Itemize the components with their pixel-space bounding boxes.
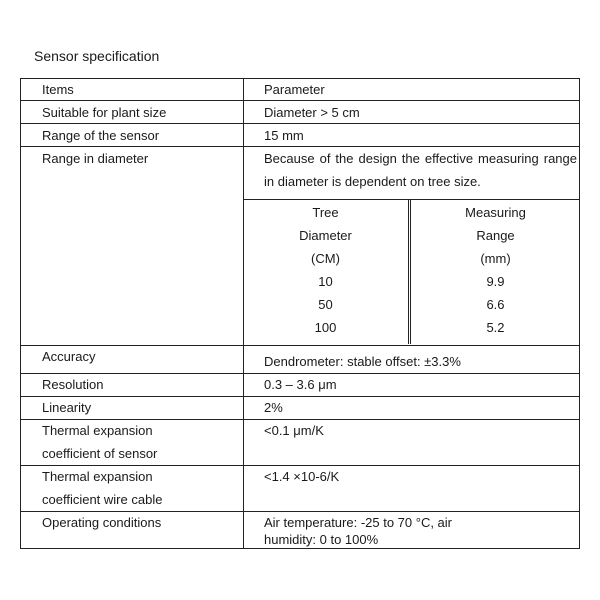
- row-label: Range in diameter: [42, 151, 149, 166]
- row-label: Range of the sensor: [42, 128, 160, 143]
- row-label: Suitable for plant size: [42, 105, 167, 120]
- row-label: Resolution: [42, 377, 104, 392]
- row-value: Dendrometer: stable offset: ±3.3%: [264, 354, 461, 369]
- row-label: Operating conditions: [42, 515, 162, 530]
- row-value: 15 mm: [264, 128, 304, 143]
- subtable-cell: 10: [318, 274, 333, 289]
- measuring-range-column: [411, 201, 580, 339]
- subtable-header: Tree: [312, 205, 339, 220]
- subtable-header: (mm): [480, 251, 511, 266]
- row-label: Thermal expansion: [42, 423, 153, 438]
- row-label: Thermal expansion: [42, 469, 153, 484]
- header-items: Items: [42, 82, 74, 97]
- subtable-cell: 100: [314, 320, 337, 335]
- header-parameter: Parameter: [264, 82, 325, 97]
- row-label: Linearity: [42, 400, 92, 415]
- caption: Sensor specification: [34, 48, 160, 64]
- subtable-header: Diameter: [299, 228, 352, 243]
- row-label: Accuracy: [42, 349, 96, 364]
- subtable-cell: 5.2: [486, 320, 505, 335]
- subtable-header: Range: [476, 228, 515, 243]
- subtable-cell: 50: [318, 297, 333, 312]
- row-value: Because of the design the effective measuring range in diameter is dependent on tree size.: [264, 151, 577, 189]
- row-label: coefficient of sensor: [42, 446, 158, 461]
- subtable-cell: 6.6: [486, 297, 505, 312]
- subtable-cell: 9.9: [486, 274, 505, 289]
- row-value: Air temperature: -25 to 70 °C, air: [264, 515, 452, 530]
- row-value: 2%: [264, 400, 283, 415]
- tree-diameter-column: [243, 201, 408, 339]
- row-value: <0.1 μm/K: [264, 423, 324, 438]
- subtable-header: Measuring: [465, 205, 526, 220]
- row-value: humidity: 0 to 100%: [264, 532, 379, 547]
- row-value: Diameter > 5 cm: [264, 105, 360, 120]
- row-value: 0.3 – 3.6 μm: [264, 377, 337, 392]
- row-value: <1.4 ×10-6/K: [264, 469, 340, 484]
- subtable-header: (CM): [311, 251, 340, 266]
- row-label: coefficient wire cable: [42, 492, 163, 507]
- spec-table: [20, 78, 580, 549]
- diameter-range-subtable: [243, 199, 580, 344]
